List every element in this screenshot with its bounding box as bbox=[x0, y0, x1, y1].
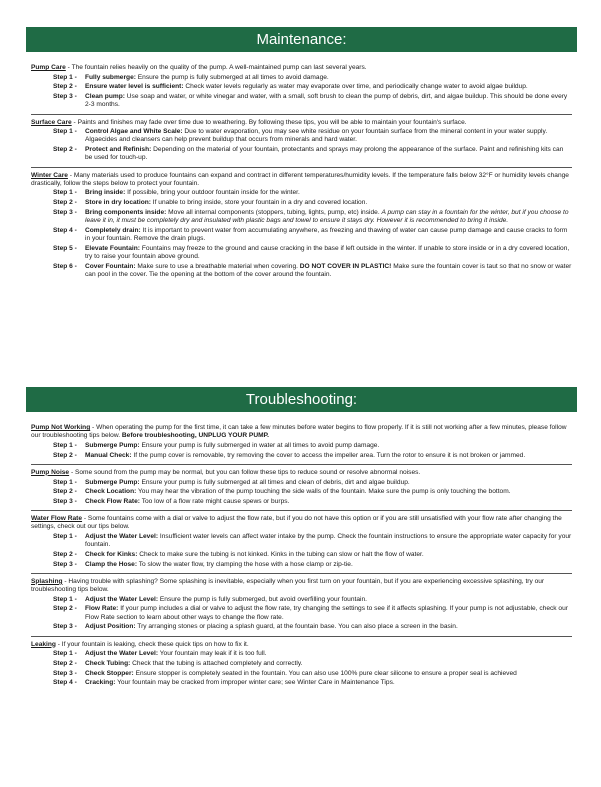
step-title: Submerge Pump: bbox=[85, 441, 140, 449]
step-number: Step 2 - bbox=[53, 199, 77, 207]
step-number: Step 1 - bbox=[53, 128, 77, 136]
step-number: Step 2 - bbox=[53, 488, 77, 496]
step-number: Step 2 - bbox=[53, 550, 77, 558]
step-text: Too low of a flow rate might cause spews or burps. bbox=[141, 497, 290, 505]
step-row bbox=[31, 479, 572, 487]
step-text: Check water levels regularly as water may evaporate over time, and periodically change water to avoid algae buildup. bbox=[185, 83, 528, 91]
step-text: Your fountain may be cracked from improper winter care; see Winter Care in Maintenance Tips. bbox=[117, 679, 395, 687]
step-text: Check to make sure the tubing is not kinked. Kinks in the tubing can slow or halt the flow of water. bbox=[139, 550, 424, 558]
step-title: Control Algae and White Scale: bbox=[85, 128, 183, 136]
section: Pump Not Working - When operating the pump for the first time, it can take a few minutes before water begins to flow properly. If it is still not working after a few minutes, please follow our troubleshooting tips below. Before troubleshooting, UNPLUG YOUR PUMP. Step 1 - Submerge Pump: Ensure your pump is fully submerged in water at all times to avoid pump damage. Step 2 - Manual Check: If the pump cover is removable, try removing the cover to access the impeller area. Turn the rotor to ensure it is not broken or jammed. bbox=[31, 424, 572, 460]
section: Pump Care - The fountain relies heavily on the quality of the pump. A well-maintained pump can last several years. Step 1 - Fully submerge: Ensure the pump is fully submerged at all times to avoid damage. Step 2 - Ensure water level is sufficient: Check water levels regularly as water may evaporate over time, and periodically change water to avoid algae buildup. Step 3 - Clean pump: Use soap and water, or white vinegar and water, with a small, soft brush to clean the pump of debris, dirt, and algae buildup. This should be done every 2-3 months. bbox=[31, 64, 572, 110]
step-title: Ensure water level is sufficient: bbox=[85, 83, 184, 91]
step-text: If the pump cover is removable, try removing the cover to access the impeller area. Turn the rotor to ensure it is not broken or jammed. bbox=[133, 451, 526, 459]
step-row bbox=[31, 679, 572, 687]
step-row bbox=[31, 623, 572, 631]
step-row bbox=[31, 227, 572, 243]
step-title: Flow Rate: bbox=[85, 605, 119, 613]
step-row bbox=[31, 189, 572, 197]
step-title: Clamp the Hose: bbox=[85, 560, 138, 568]
step-text: If possible, bring your outdoor fountain inside for the winter. bbox=[127, 189, 300, 197]
section-intro: The fountain relies heavily on the quality of the pump. A well-maintained pump can last several years. bbox=[71, 64, 367, 71]
step-number: Step 2 - bbox=[53, 659, 77, 667]
step-title: Bring inside: bbox=[85, 189, 126, 197]
step-text: To slow the water flow, try clamping the hose with a hose clamp or zip-tie. bbox=[138, 560, 353, 568]
step-text: It is important to prevent water from accumulating anywhere, as freezing and thawing of water can cause pump damage and cause cracks to form in your fountain. Remove the drain plugs. bbox=[85, 226, 568, 242]
section-intro: Some sound from the pump may be normal, but you can follow these tips to reduce sound or resolve abnormal noises. bbox=[74, 468, 421, 476]
step-title: Adjust the Water Level: bbox=[85, 650, 159, 658]
step-row bbox=[31, 263, 572, 279]
step-text: Fountains may freeze to the ground and cause cracking in the base if left outside in the winter. If unable to store inside or in a dry covered location, try to raise your fountain above ground. bbox=[85, 244, 570, 260]
maintenance-content bbox=[31, 64, 572, 280]
step-number: Step 1 - bbox=[53, 73, 77, 81]
step-title: Cover Fountain: bbox=[85, 262, 136, 270]
step-text: If unable to bring inside, store your fountain in a dry and covered location. bbox=[152, 199, 368, 207]
section-intro-warning: Before troubleshooting, UNPLUG YOUR PUMP. bbox=[121, 432, 269, 440]
section-heading: Leaking bbox=[31, 640, 56, 648]
section: Splashing - Having trouble with splashing? Some splashing is inevitable, especially when you first turn on your fountain, but if you are experiencing excessive splashing, try our troubleshooting tips below. Step 1 - Adjust the Water Level: Ensure the pump is fully submerged, but avoid overfilling your fountain. Step 2 - Flow Rate: If your pump includes a dial or valve to adjust the flow rate, try changing the settings to see if it affects splashing. If your pump is not adjustable, check our Flow Rate section to learn about other ways to change the flow rate. Step 3 - Adjust Position: Try arranging stones or placing a splash guard, at the fountain base. You can also place a screen in the basin. bbox=[31, 573, 572, 632]
troubleshooting-banner bbox=[26, 387, 577, 412]
step-number: Step 2 - bbox=[53, 146, 77, 154]
step-text: Use soap and water, or white vinegar and water, with a small, soft brush to clean the pump of debris, dirt, and algae buildup. This should be done every 2-3 months. bbox=[85, 93, 568, 109]
step-number: Step 1 - bbox=[53, 650, 77, 658]
step-title: Check Flow Rate: bbox=[85, 497, 140, 505]
step-text: If your pump includes a dial or valve to adjust the flow rate, try changing the settings to see if it affects splashing. If your pump is not adjustable, check our Flow Rate section to learn about other ways to change the flow rate. bbox=[85, 605, 568, 621]
section-intro: Having trouble with splashing? Some splashing is inevitable, especially when you first turn on your fountain, but if you are experiencing excessive splashing, try our troubleshooting tips below. bbox=[31, 577, 545, 594]
section: Pump Noise - Some sound from the pump may be normal, but you can follow these tips to reduce sound or resolve abnormal noises. Step 1 - Submerge Pump: Ensure your pump is fully submerged at all times and clean of debris, dirt and algae buildup. Step 2 - Check Location: You may hear the vibration of the pump touching the side walls of the fountain. Make sure the pump is only touching the bottom. Step 3 - Check Flow Rate: Too low of a flow rate might cause spews or burps. bbox=[31, 464, 572, 506]
step-number: Step 5 - bbox=[53, 244, 77, 252]
step-title: Check Stopper: bbox=[85, 669, 134, 677]
step-title: Adjust the Water Level: bbox=[85, 533, 159, 541]
step-number: Step 3 - bbox=[53, 560, 77, 568]
step-row bbox=[31, 650, 572, 658]
step-number: Step 1 - bbox=[53, 478, 77, 486]
step-row bbox=[31, 245, 572, 261]
step-text: Ensure stopper is completely seated in the fountain. You can also use 100% pure clear silicone to ensure a proper seal is achieved bbox=[135, 669, 517, 677]
step-title: Check Tubing: bbox=[85, 659, 131, 667]
step-row bbox=[31, 670, 572, 678]
step-row bbox=[31, 596, 572, 604]
step-row bbox=[31, 83, 572, 91]
step-title: Submerge Pump: bbox=[85, 478, 140, 486]
step-warning: DO NOT COVER IN PLASTIC! bbox=[299, 262, 392, 270]
step-row bbox=[31, 93, 572, 109]
step-row bbox=[31, 146, 572, 162]
step-number: Step 4 - bbox=[53, 679, 77, 687]
step-text: Due to water evaporation, you may see white residue on your fountain surface from the mineral content in your water supply. Algaecides and cleansers can help prevent buildup that occurs from minerals and hard water. bbox=[85, 128, 548, 144]
step-number: Step 1 - bbox=[53, 533, 77, 541]
section-intro: Many materials used to produce fountains can expand and contract in different temperatures/humidity levels. If the temperature falls below 32°F or humidity levels change drastically, follow the steps below to protect your fountain. bbox=[31, 171, 569, 187]
step-number: Step 3 - bbox=[53, 623, 77, 631]
step-row bbox=[31, 498, 572, 506]
section-heading: Splashing bbox=[31, 577, 63, 585]
section-intro: If your fountain is leaking, check these quick tips on how to fix it. bbox=[61, 640, 249, 648]
maintenance-title: Maintenance: bbox=[256, 31, 347, 48]
section-intro: Some fountains come with a dial or valve to adjust the flow rate, but if you do not have this option or if you are still unsatisfied with your flow rate after changing the settings, check out our tips below. bbox=[31, 515, 562, 531]
step-number: Step 2 - bbox=[53, 451, 77, 459]
step-text: Make sure to use a breathable material when covering. bbox=[137, 262, 298, 270]
section-heading: Pump Noise bbox=[31, 468, 70, 476]
section-heading: Water Flow Rate bbox=[31, 515, 83, 523]
step-title: Adjust the Water Level: bbox=[85, 595, 159, 603]
step-row bbox=[31, 442, 572, 450]
step-row bbox=[31, 660, 572, 668]
step-title: Cracking: bbox=[85, 679, 116, 687]
troubleshooting-title: Troubleshooting: bbox=[245, 391, 358, 408]
step-row bbox=[31, 605, 572, 621]
step-text: Depending on the material of your fountain, protectants and sprays may prolong the appearance of the surface. Paint and refinishing kits can be used for touch-up. bbox=[85, 146, 564, 162]
step-text: Ensure the pump is fully submerged, but avoid overfilling your fountain. bbox=[159, 595, 367, 603]
step-number: Step 6 - bbox=[53, 262, 77, 270]
step-title: Completely drain: bbox=[85, 226, 141, 234]
section: Winter Care - Many materials used to produce fountains can expand and contract in different temperatures/humidity levels. If the temperature falls below 32°F or humidity levels change drastically, follow the steps below to protect your fountain. Step 1 - Bring inside: If possible, bring your outdoor fountain inside for the winter. Step 2 - Store in dry location: If unable to bring inside, store your fountain in a dry and covered location. Step 3 - Bring components inside: Move all internal components (stoppers, tubing, lights, pump, etc) inside. A pump can stay in a fountain for the winter, but if you choose to leave it in, it must be completely dry and insulated with plastic bags and towel to ensure it stays dry. However it is recommended to bring it inside. Step 4 - Completely drain: It is important to prevent water from accumulating anywhere, as freezing and thawing of water can cause pump damage and cause cracks to form in your fountain. Remove the drain plugs. Step 5 - Elevate Fountain: Fountains may freeze to the ground and cause cracking in the base if left outside in the winter. If unable to store inside or in a dry covered location, try to raise your fountain above ground. Step 6 - Cover Fountain: Make sure to use a breathable material when covering. DO NOT COVER IN PLASTIC! Make sure the fountain cover is taut so that no snow or water can pool in the cover. Tie the opening at the bottom of the cover around the fountain. bbox=[31, 167, 572, 279]
step-row bbox=[31, 561, 572, 569]
step-text: Ensure the pump is fully submerged at all times to avoid damage. bbox=[137, 73, 329, 81]
step-text: You may hear the vibration of the pump touching the side walls of the fountain. Make sure the pump is only touching the bottom. bbox=[138, 488, 511, 496]
step-note: A pump can stay in a fountain for the winter, but if you choose to leave it in, it must be completely dry and insulated with plastic bags and towel to ensure it stays dry. However it is recommended to bring it inside. bbox=[85, 208, 569, 225]
step-row bbox=[31, 209, 572, 225]
section-heading: Pump Care bbox=[31, 64, 66, 71]
step-title: Fully submerge: bbox=[85, 73, 136, 81]
step-text: Ensure your pump is fully submerged at all times and clean of debris, dirt and algae buildup. bbox=[141, 478, 410, 486]
troubleshooting-content bbox=[31, 424, 572, 689]
step-text: Ensure your pump is fully submerged in water at all times to avoid pump damage. bbox=[141, 441, 380, 449]
step-row bbox=[31, 551, 572, 559]
step-number: Step 1 - bbox=[53, 189, 77, 197]
step-title: Adjust Position: bbox=[85, 623, 136, 631]
step-text: Insufficient water levels can affect water intake by the pump. Check the fountain instructions to ensure the appropriate water capacity for your fountain. bbox=[85, 533, 572, 549]
step-title: Manual Check: bbox=[85, 451, 132, 459]
step-row bbox=[31, 533, 572, 549]
step-number: Step 3 - bbox=[53, 93, 77, 101]
step-number: Step 1 - bbox=[53, 441, 77, 449]
section: Surface Care - Paints and finishes may fade over time due to weathering. By following these tips, you will be able to maintain your fountain's surface. Step 1 - Control Algae and White Scale: Due to water evaporation, you may see white residue on your fountain surface from the mineral content in your water supply. Algaecides and cleansers can help prevent buildup that occurs from minerals and hard water. Step 2 - Protect and Refinish: Depending on the material of your fountain, protectants and sprays may prolong the appearance of the surface. Paint and refinishing kits can be used for touch-up. bbox=[31, 114, 572, 163]
step-title: Clean pump: bbox=[85, 93, 125, 101]
step-text: Check that the tubing is attached completely and correctly. bbox=[132, 659, 303, 667]
step-title: Store in dry location: bbox=[85, 199, 151, 207]
step-row bbox=[31, 74, 572, 82]
step-number: Step 3 - bbox=[53, 497, 77, 505]
step-number: Step 4 - bbox=[53, 226, 77, 234]
step-text: Your fountain may leak if it is too full. bbox=[159, 650, 267, 658]
step-row bbox=[31, 488, 572, 496]
step-number: Step 2 - bbox=[53, 83, 77, 91]
step-number: Step 2 - bbox=[53, 605, 77, 613]
step-number: Step 3 - bbox=[53, 669, 77, 677]
step-title: Check for Kinks: bbox=[85, 550, 138, 558]
step-title: Bring components inside: bbox=[85, 208, 167, 216]
step-text: Try arranging stones or placing a splash guard, at the fountain base. You can also place a screen in the basin. bbox=[137, 623, 458, 631]
section-intro: Paints and finishes may fade over time due to weathering. By following these tips, you will be able to maintain your fountain's surface. bbox=[77, 118, 467, 126]
section-heading: Pump Not Working bbox=[31, 424, 91, 431]
section: Leaking - If your fountain is leaking, check these quick tips on how to fix it. Step 1 - Adjust the Water Level: Your fountain may leak if it is too full. Step 2 - Check Tubing: Check that the tubing is attached completely and correctly. Step 3 - Check Stopper: Ensure stopper is completely seated in the fountain. You can also use 100% pure clear silicone to ensure a proper seal is achieved Step 4 - Cracking: Your fountain may be cracked from improper winter care; see Winter Care in Maintenance Tips. bbox=[31, 636, 572, 688]
step-row bbox=[31, 199, 572, 207]
step-title: Protect and Refinish: bbox=[85, 146, 152, 154]
section-heading: Winter Care bbox=[31, 171, 68, 179]
step-text-continued: Make sure the fountain cover is taut so that no snow or water can pool in the cover. Tie the opening at the bottom of the cover around the fountain. bbox=[85, 262, 572, 278]
section: Water Flow Rate - Some fountains come with a dial or valve to adjust the flow rate, but if you do not have this option or if you are still unsatisfied with your flow rate after changing the settings, check out our tips below. Step 1 - Adjust the Water Level: Insufficient water levels can affect water intake by the pump. Check the fountain instructions to ensure the appropriate water capacity for your fountain. Step 2 - Check for Kinks: Check to make sure the tubing is not kinked. Kinks in the tubing can slow or halt the flow of water. Step 3 - Clamp the Hose: To slow the water flow, try clamping the hose with a hose clamp or zip-tie. bbox=[31, 510, 572, 569]
step-number: Step 1 - bbox=[53, 595, 77, 603]
section-heading: Surface Care bbox=[31, 118, 72, 126]
step-number: Step 3 - bbox=[53, 208, 77, 216]
step-row bbox=[31, 128, 572, 144]
step-title: Check Location: bbox=[85, 488, 137, 496]
maintenance-banner bbox=[26, 27, 577, 52]
step-text: Move all internal components (stoppers, tubing, lights, pump, etc) inside. bbox=[168, 208, 380, 216]
step-title: Elevate Fountain: bbox=[85, 244, 140, 252]
step-row bbox=[31, 452, 572, 460]
section-intro: When operating the pump for the first time, it can take a few minutes before water begins to flow properly. If it is still not working after a few minutes, please follow our troubleshooting tips below. bbox=[31, 424, 567, 440]
